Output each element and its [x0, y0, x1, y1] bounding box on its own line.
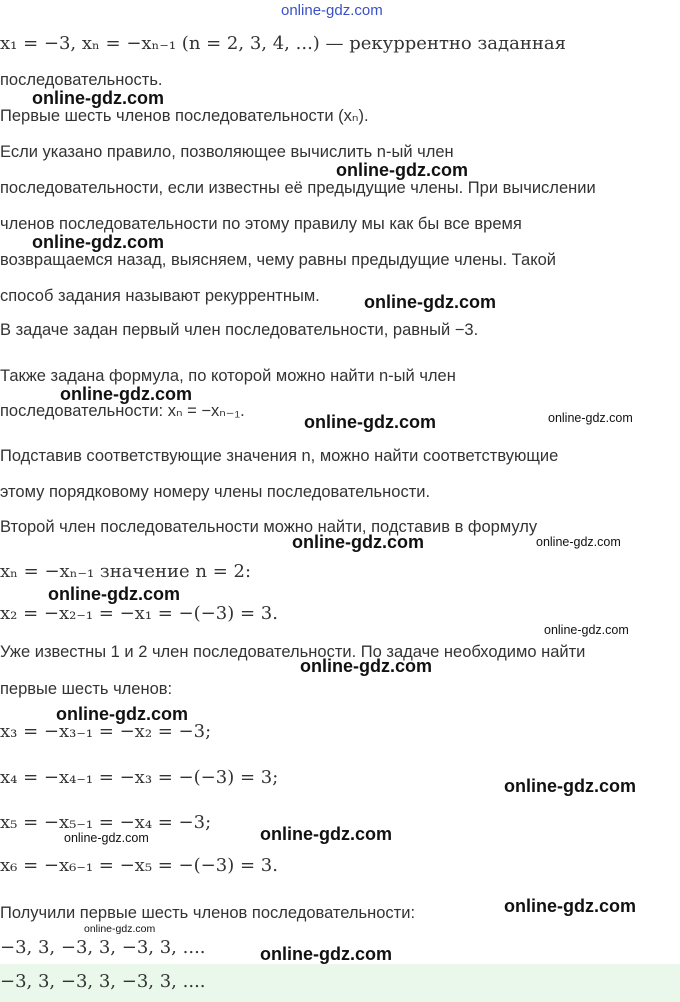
watermark: online-gdz.com	[364, 292, 496, 312]
text-line-3: Первые шесть членов последовательности (xₙ).	[0, 107, 369, 125]
watermark: online-gdz.com	[64, 831, 149, 845]
watermark: online-gdz.com	[304, 412, 436, 432]
watermark: online-gdz.com	[292, 532, 424, 552]
watermark: online-gdz.com	[504, 896, 636, 916]
formula-x2: x₂ = −x₂₋₁ = −x₁ = −(−3) = 3.	[0, 603, 278, 624]
watermark: online-gdz.com	[536, 535, 621, 549]
watermark: online-gdz.com	[336, 160, 468, 180]
watermark: online-gdz.com	[60, 384, 192, 404]
answer-text: −3, 3, −3, 3, −3, 3, ....	[0, 971, 206, 992]
text-line-10: Также задана формула, по которой можно найти n-ый член	[0, 367, 456, 385]
watermark-top: online-gdz.com	[281, 2, 383, 19]
text-line-18: первые шесть членов:	[0, 680, 173, 698]
watermark: online-gdz.com	[32, 232, 164, 252]
text-line-6: членов последовательности по этому правилу мы как бы все время	[0, 215, 522, 233]
answer-box	[0, 964, 680, 1002]
text-line-8: способ задания называют рекуррентным.	[0, 287, 320, 305]
text-line-9: В задаче задан первый член последовательности, равный −3.	[0, 321, 479, 339]
text-line-13: этому порядковому номеру члены последовательности.	[0, 483, 431, 501]
text-line-23: Получили первые шесть членов последовательности:	[0, 904, 416, 922]
text-line-4: Если указано правило, позволяющее вычислить n-ый член	[0, 143, 454, 161]
formula-x3: x₃ = −x₃₋₁ = −x₂ = −3;	[0, 721, 212, 742]
text-line-14: Второй член последовательности можно найти, подставив в формулу	[0, 518, 538, 536]
text-line-5: последовательности, если известны её предыдущие члены. При вычислении	[0, 179, 596, 197]
watermark: online-gdz.com	[548, 411, 633, 425]
watermark: online-gdz.com	[260, 824, 392, 844]
formula-x4: x₄ = −x₄₋₁ = −x₃ = −(−3) = 3;	[0, 767, 279, 788]
text-line-2: последовательность.	[0, 71, 163, 89]
watermark: online-gdz.com	[32, 88, 164, 108]
text-line-1: x₁ = −3, xₙ = −xₙ₋₁ (n = 2, 3, 4, ...) — рекуррентно заданная	[0, 33, 566, 54]
watermark: online-gdz.com	[48, 584, 180, 604]
watermark: online-gdz.com	[504, 776, 636, 796]
watermark: online-gdz.com	[300, 656, 432, 676]
watermark: online-gdz.com	[544, 623, 629, 637]
watermark: online-gdz.com	[260, 944, 392, 964]
text-line-7: возвращаемся назад, выясняем, чему равны предыдущие члены. Такой	[0, 251, 556, 269]
watermark: online-gdz.com	[84, 923, 156, 935]
text-line-17: Уже известны 1 и 2 член последовательности. По задаче необходимо найти	[0, 643, 586, 661]
formula-x5: x₅ = −x₅₋₁ = −x₄ = −3;	[0, 812, 212, 833]
text-line-15: xₙ = −xₙ₋₁ значение n = 2:	[0, 561, 252, 582]
text-line-12: Подставив соответствующие значения n, можно найти соответствующие	[0, 447, 559, 465]
sequence-line: −3, 3, −3, 3, −3, 3, ....	[0, 937, 206, 958]
text-line-11: последовательности: xₙ = −xₙ₋₁.	[0, 402, 245, 420]
formula-x6: x₆ = −x₆₋₁ = −x₅ = −(−3) = 3.	[0, 855, 278, 876]
watermark: online-gdz.com	[56, 704, 188, 724]
